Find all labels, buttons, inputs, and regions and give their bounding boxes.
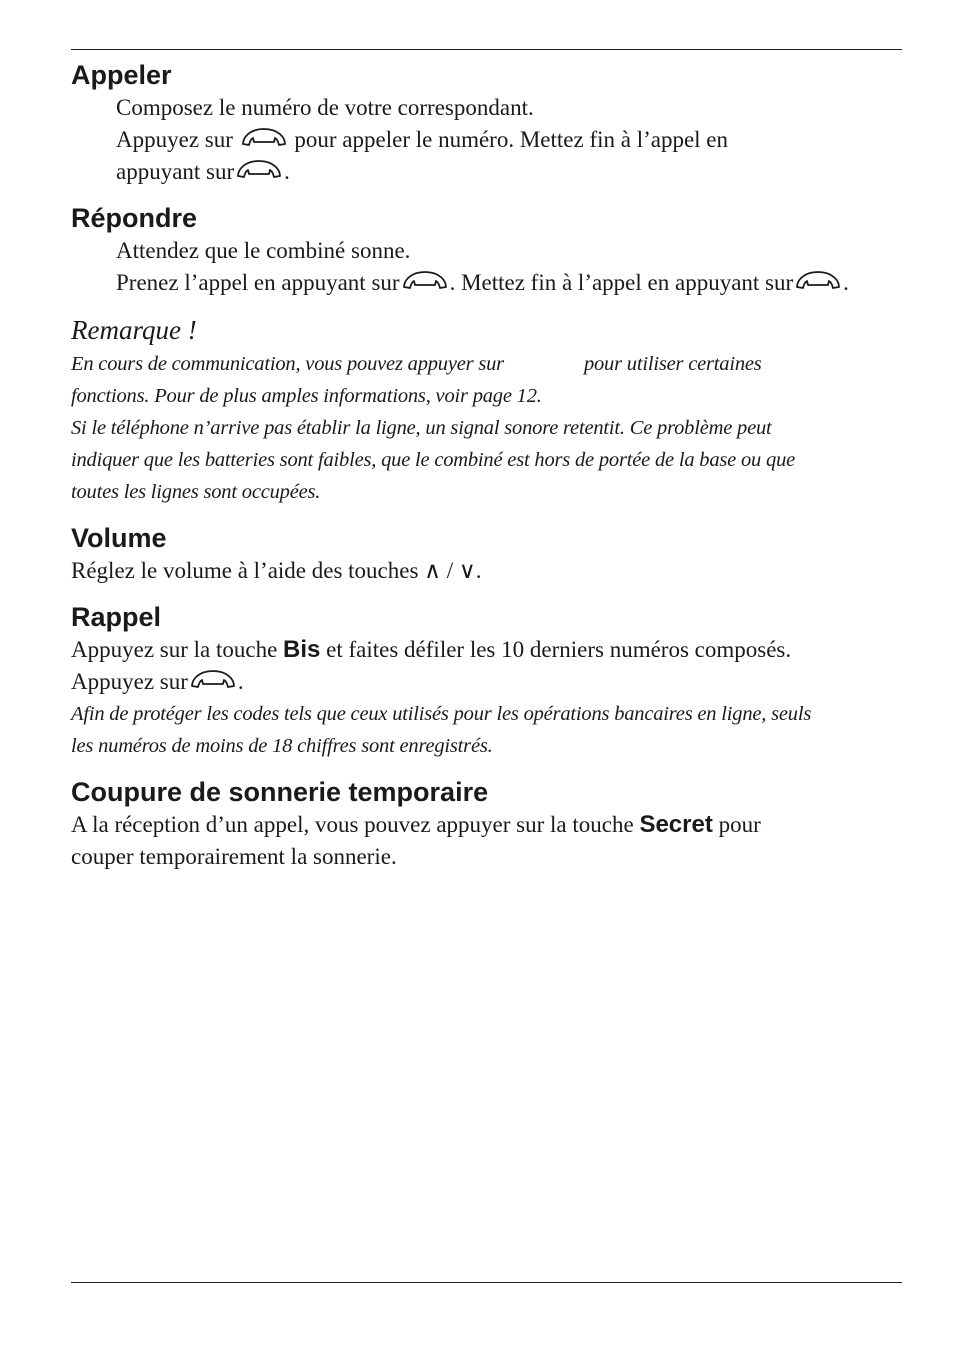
heading-repondre: Répondre	[71, 203, 198, 233]
coupure-line-1	[71, 809, 906, 841]
key-secret: Secret	[639, 811, 713, 838]
appeler-line-2	[116, 124, 906, 156]
heading-appeler: Appeler	[71, 60, 172, 90]
key-bis: Bis	[283, 636, 321, 663]
phone-handset-icon	[400, 268, 450, 292]
text-span: appuyant sur	[116, 159, 235, 184]
coupure-line-2: couper temporairement la sonnerie.	[71, 844, 397, 869]
text-span: et faites défiler les 10 derniers numéros composés.	[326, 637, 792, 662]
footer-rule	[71, 1282, 902, 1283]
text-span: Appuyez sur	[71, 669, 188, 694]
phone-handset-icon	[239, 125, 289, 149]
text-span: .	[237, 669, 244, 694]
text-span: A la réception d’un appel, vous pouvez appuyer sur la touche	[71, 812, 634, 837]
text-span: . Mettez fin à l’appel en appuyant sur	[449, 270, 794, 295]
text-span: pour	[718, 812, 761, 837]
phone-handset-icon	[793, 268, 843, 292]
remarque-line-3: Si le téléphone n’arrive pas établir la ligne, un signal sonore retentit. Ce problème peut	[71, 417, 772, 439]
heading-coupure: Coupure de sonnerie temporaire	[71, 777, 489, 807]
phone-handset-icon	[188, 667, 238, 691]
section-remarque	[71, 312, 906, 508]
rappel-note-1: Afin de protéger les codes tels que ceux utilisés pour les opérations bancaires en ligne, seuls	[71, 703, 812, 725]
page-content	[71, 58, 906, 886]
section-coupure	[71, 775, 906, 873]
text-span: Prenez l’appel en appuyant sur	[116, 270, 400, 295]
rappel-line-1	[71, 634, 906, 666]
remarque-line-4: indiquer que les batteries sont faibles, que le combiné est hors de portée de la base ou que	[71, 449, 796, 471]
remarque-line-5: toutes les lignes sont occupées.	[71, 481, 321, 503]
repondre-line-1: Attendez que le combiné sonne.	[116, 238, 411, 263]
remarque-line-2: fonctions. Pour de plus amples informations, voir page 12.	[71, 385, 542, 407]
appeler-line-3	[116, 156, 906, 188]
text-span: .	[843, 270, 849, 295]
volume-line-1: Réglez le volume à l’aide des touches ∧ / ∨.	[71, 558, 482, 583]
appeler-line-1: Composez le numéro de votre correspondant.	[116, 95, 534, 120]
phone-handset-icon	[234, 157, 284, 181]
rappel-line-2	[71, 666, 906, 698]
rappel-note-2: les numéros de moins de 18 chiffres sont enregistrés.	[71, 735, 493, 757]
text-span: pour appeler le numéro. Mettez fin à l’appel en	[294, 127, 729, 152]
text-span: pour utiliser certaines	[583, 353, 762, 375]
heading-volume: Volume	[71, 523, 167, 553]
section-volume	[71, 521, 906, 587]
text-span: Appuyez sur la touche	[71, 637, 278, 662]
section-appeler	[71, 58, 906, 188]
text-span: Appuyez sur	[116, 127, 233, 152]
section-repondre	[71, 201, 906, 299]
remarque-title: Remarque !	[71, 315, 197, 345]
heading-rappel: Rappel	[71, 602, 162, 632]
repondre-line-2	[116, 267, 906, 299]
header-rule	[71, 49, 902, 50]
text-span: En cours de communication, vous pouvez appuyer sur	[71, 353, 504, 375]
text-span: .	[284, 159, 290, 184]
section-rappel	[71, 600, 906, 762]
remarque-line-1	[71, 348, 906, 380]
